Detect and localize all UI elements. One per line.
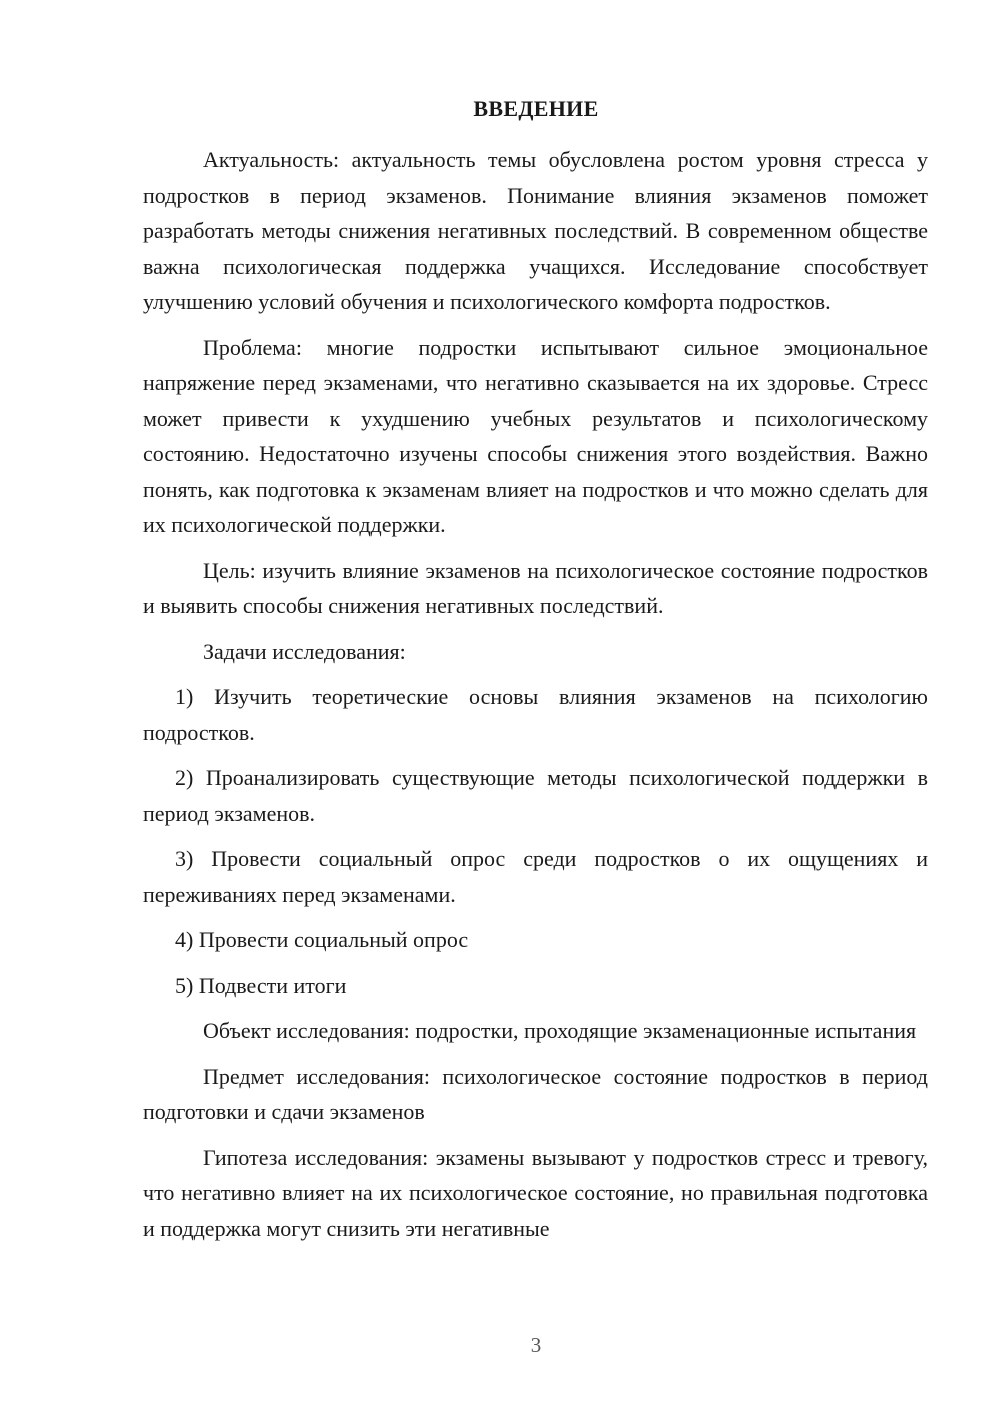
task-item-5: 5) Подвести итоги — [175, 972, 347, 998]
page-title: ВВЕДЕНИЕ — [473, 96, 599, 121]
task-item-2: 2) Проанализировать существующие методы психологической поддержки в период экзаменов. — [143, 765, 928, 826]
paragraph-goal: Цель: изучить влияние экзаменов на психологическое состояние подростков и выявить способы снижения негативных последствий. — [143, 557, 928, 618]
paragraph-tasks-heading: Задачи исследования: — [203, 638, 406, 664]
paragraph-subject: Предмет исследования: психологическое состояние подростков в период подготовки и сдачи экзаменов — [143, 1063, 928, 1124]
task-item-1: 1) Изучить теоретические основы влияния экзаменов на психологию подростков. — [143, 684, 928, 745]
paragraph-hypothesis: Гипотеза исследования: экзамены вызывают у подростков стресс и тревогу, что негативно влияет на их психологическое состояние, но правильная подготовка и поддержка могут снизить эти негативные — [143, 1144, 928, 1241]
paragraph-problem: Проблема: многие подростки испытывают сильное эмоциональное напряжение перед экзаменами, что негативно сказывается на их здоровье. Стресс может привести к ухудшению учебных результатов и психологическому состоянию. Недостаточно изучены способы снижения этого воздействия. Важно понять, как подготовка к экзаменам влияет на подростков и что можно сделать для их психологической поддержки. — [143, 334, 928, 537]
task-item-4: 4) Провести социальный опрос — [175, 927, 469, 952]
document-body — [143, 142, 928, 1246]
paragraph-relevance: Актуальность: актуальность темы обусловлена ростом уровня стресса у подростков в период экзаменов. Понимание влияния экзаменов поможет разработать методы снижения негативных последствий. В современном обществе важна психологическая поддержка учащихся. Исследование способствует улучшению условий обучения и психологического комфорта подростков. — [143, 147, 928, 314]
paragraph-object: Объект исследования: подростки, проходящие экзаменационные испытания — [203, 1018, 917, 1043]
page-number: 3 — [530, 1333, 542, 1357]
task-item-3: 3) Провести социальный опрос среди подростков о их ощущениях и переживаниях перед экзаменами. — [143, 846, 928, 907]
